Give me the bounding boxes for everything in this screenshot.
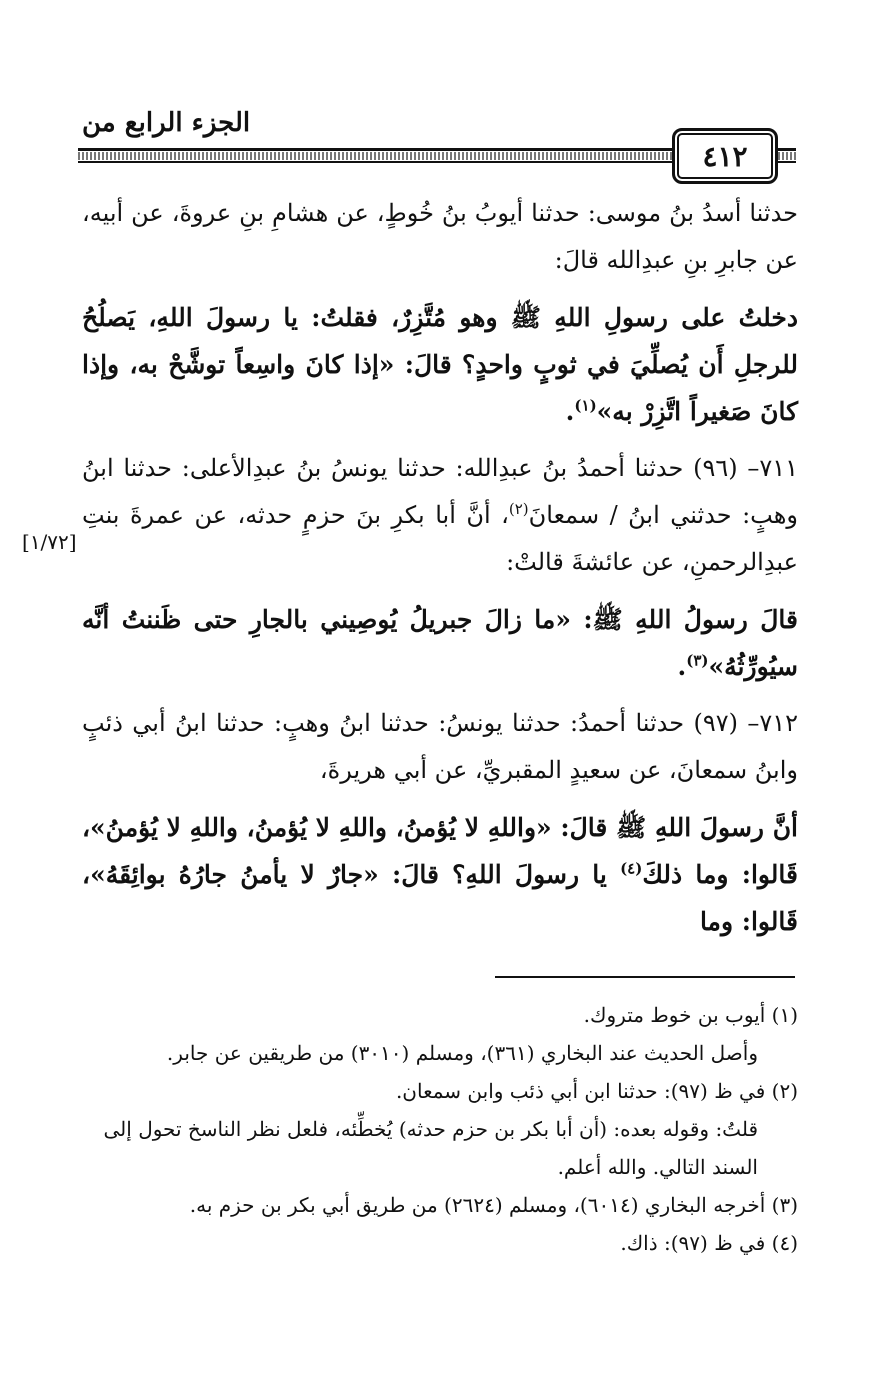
paragraph-text: أنَّ رسولَ اللهِ ﷺ قالَ: «واللهِ لا يُؤمنُ، واللهِ لا يُؤمنُ، واللهِ لا يُؤمنُ»، قَالوا: وما ذلكَ — [81, 813, 798, 889]
paragraph-text: ٧١٢– (٩٧) حدثنا أحمدُ: حدثنا يونسُ: حدثنا ابنُ وهبٍ: حدثنا ابنُ أبي ذئبٍ وابنُ سمعانَ، عن سعيدٍ المقبريِّ، عن أبي هريرةَ، — [82, 709, 798, 784]
footnote: (٤) في ظ (٩٧): ذاك. — [620, 1231, 798, 1255]
footnote-ref: (٤) — [620, 859, 643, 878]
paragraph-tail: يا رسولَ اللهِ؟ قالَ: «جارٌ لا يأمنُ جارُهُ بوائِقَهُ»، قَالوا: وما — [82, 860, 798, 936]
footnotes — [82, 996, 798, 1262]
paragraph-text: ٧١١– (٩٦) حدثنا أحمدُ بنُ عبدِالله: حدثنا يونسُ بنُ عبدِالأعلى: حدثنا ابنُ وهبٍ: حدثني ابنُ / سمعانَ — [82, 454, 798, 529]
paragraph-tail: . — [565, 397, 575, 426]
isnad-paragraph — [82, 190, 798, 284]
page-number-frame — [672, 128, 778, 184]
paragraph-text: حدثنا أسدُ بنُ موسى: حدثنا أيوبُ بنُ خُوطٍ، عن هشامِ بنِ عروةَ، عن أبيه، عن جابرِ بنِ عبدِالله قالَ: — [82, 199, 798, 274]
page-header — [78, 108, 796, 180]
paragraph-text: دخلتُ على رسولِ اللهِ ﷺ وهو مُتَّزِرٌ، فقلتُ: يا رسولَ اللهِ، يَصلُحُ للرجلِ أَن يُصلِّيَ في ثوبٍ واحدٍ؟ قالَ: «إذا كانَ واسِعاً توشَّحْ به، وإذا كانَ صَغيراً اتَّزِرْ به» — [82, 303, 798, 426]
hadith-matn-paragraph — [82, 596, 798, 690]
footnote-ref: (٢) — [508, 500, 529, 518]
hadith-matn-paragraph — [82, 294, 798, 435]
main-text — [82, 190, 798, 953]
footnote-separator — [495, 976, 795, 978]
footnote: (٣) أخرجه البخاري (٦٠١٤)، ومسلم (٢٦٢٤) من طريق أبي بكر بن حزم به. — [189, 1193, 798, 1217]
footnote-continuation: وأصل الحديث عند البخاري (٣٦١)، ومسلم (٣٠١٠) من طريقين عن جابر. — [166, 1041, 758, 1065]
paragraph-tail: ، أنَّ أبا بكرِ بنَ حزمٍ حدثه، عن عمرةَ بنتِ عبدِالرحمنِ، عن عائشةَ قالتْ: — [82, 501, 798, 576]
hadith-matn-paragraph — [82, 804, 798, 945]
isnad-paragraph — [82, 700, 798, 794]
footnote-continuation: قلتُ: وقوله بعده: (أن أبا بكر بن حزم حدثه) يُخطِّئه، فلعل نظر الناسخ تحول إلى السند التالي. والله أعلم. — [103, 1117, 758, 1179]
page-number: ٤١٢ — [702, 139, 748, 173]
footnote-ref: (٣) — [686, 651, 709, 670]
isnad-paragraph — [82, 445, 798, 586]
footnote: (٢) في ظ (٩٧): حدثنا ابن أبي ذئب وابن سمعان. — [395, 1079, 798, 1103]
paragraph-tail: . — [677, 652, 687, 681]
footnote-ref: (١) — [574, 396, 597, 415]
footnote: (١) أيوب بن خوط متروك. — [583, 1003, 798, 1027]
running-title: الجزء الرابع من — [78, 108, 254, 138]
paragraph-text: قالَ رسولُ اللهِ ﷺ: «ما زالَ جبريلُ يُوصِيني بالجارِ حتى ظَننتُ أنَّه سيُورِّثُهُ» — [82, 605, 798, 681]
margin-folio-note: [١/٧٢] — [22, 530, 77, 554]
